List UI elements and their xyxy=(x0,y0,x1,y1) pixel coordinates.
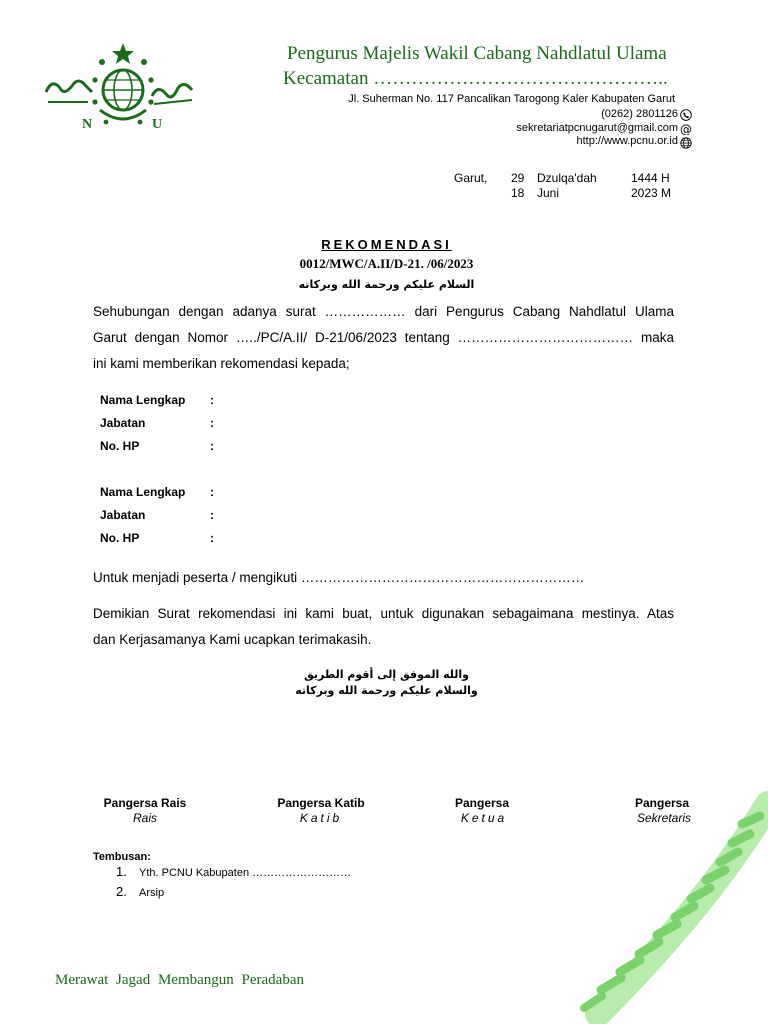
date-place: Garut, xyxy=(454,171,488,185)
field-label-position: Jabatan xyxy=(100,508,146,522)
phone-number: (0262) 2801126 xyxy=(601,108,678,120)
intro-line-1: Sehubungan dengan adanya surat ……………… dari Pengurus Cabang Nahdlatul Ulama xyxy=(93,304,674,319)
greg-day: 18 xyxy=(511,186,525,200)
hijri-year: 1444 H xyxy=(631,171,670,185)
logo-letter-u: U xyxy=(152,117,163,132)
email-address: sekretariatpcnugarut@gmail.com xyxy=(516,122,678,134)
signature-role-ketua: Pangersa xyxy=(454,796,510,810)
svg-text:@: @ xyxy=(680,123,692,135)
greg-year: 2023 M xyxy=(631,186,672,200)
decorative-rope xyxy=(538,784,768,1024)
logo-star-top xyxy=(112,43,134,64)
phone-icon xyxy=(680,109,692,121)
closing-line-1: Demikian Surat rekomendasi ini kami buat, untuk digunakan sebagaimana mestinya. Atas xyxy=(93,606,674,621)
field-label-position: Jabatan xyxy=(100,416,146,430)
purpose-line: Untuk menjadi peserta / mengikuti ……………………………………………………… xyxy=(93,570,585,585)
at-icon xyxy=(680,123,692,135)
field-colon: : xyxy=(210,508,214,522)
tembusan-item: Arsip xyxy=(139,887,165,899)
hijri-day: 29 xyxy=(511,171,525,185)
tembusan-number: 1. xyxy=(116,864,127,879)
footer-slogan: Merawat Jagad Membangun Peradaban xyxy=(55,972,304,988)
signature-title-ketua: Ketua xyxy=(460,811,508,825)
closing-line-2: dan Kerjasamanya Kami ucapkan terimakasih. xyxy=(93,632,372,647)
tembusan-item: Yth. PCNU Kabupaten ……………………… xyxy=(139,867,352,879)
signature-role-rais: Pangersa Rais xyxy=(103,796,187,810)
field-label-phone: No. HP xyxy=(100,439,140,453)
letter-number: 0012/MWC/A.II/D-21. /06/2023 xyxy=(299,256,474,271)
field-label-phone: No. HP xyxy=(100,531,140,545)
tembusan-label: Tembusan: xyxy=(93,851,151,863)
org-name-line2: Kecamatan ……………………………………….. xyxy=(283,68,668,89)
signature-role-katib: Pangersa Katib xyxy=(277,796,365,810)
intro-paragraph xyxy=(93,299,674,377)
field-label-name: Nama Lengkap xyxy=(100,485,186,499)
hijri-month: Dzulqa'dah xyxy=(537,171,597,185)
signature-title-rais: Rais xyxy=(132,811,157,825)
field-label-name: Nama Lengkap xyxy=(100,393,186,407)
closing-paragraph xyxy=(93,601,674,653)
arabic-closing-1: والله الموفق إلى أقوم الطريق xyxy=(304,668,469,681)
globe-icon xyxy=(680,137,692,149)
signature-title-sekretaris: Sekretaris xyxy=(636,811,692,825)
intro-line-2: Garut dengan Nomor …../PC/A.II/ D-21/06/2023 tentang ………………………………… maka xyxy=(93,330,674,345)
opening-salam: السلام عليكم ورحمة الله وبركاته xyxy=(298,278,475,291)
field-colon: : xyxy=(210,485,214,499)
field-colon: : xyxy=(210,531,214,545)
address: Jl. Suherman No. 117 Pancalikan Tarogong Kaler Kabupaten Garut xyxy=(348,93,675,105)
field-colon: : xyxy=(210,416,214,430)
greg-month: Juni xyxy=(537,186,560,200)
signature-title-katib: Katib xyxy=(299,811,343,825)
logo-letter-n: N xyxy=(82,117,93,132)
intro-line-3: ini kami memberikan rekomendasi kepada; xyxy=(93,356,350,371)
nu-logo xyxy=(40,40,200,140)
field-colon: : xyxy=(210,393,214,407)
field-colon: : xyxy=(210,439,214,453)
org-name-line1: Pengurus Majelis Wakil Cabang Nahdlatul Ulama xyxy=(287,43,667,64)
letter-title: REKOMENDASI xyxy=(321,237,452,252)
arabic-closing-2: والسلام عليكم ورحمة الله وبركاته xyxy=(295,684,478,697)
website-url: http://www.pcnu.or.id xyxy=(576,135,678,147)
signature-role-sekretaris: Pangersa xyxy=(634,796,690,810)
tembusan-number: 2. xyxy=(116,884,127,899)
